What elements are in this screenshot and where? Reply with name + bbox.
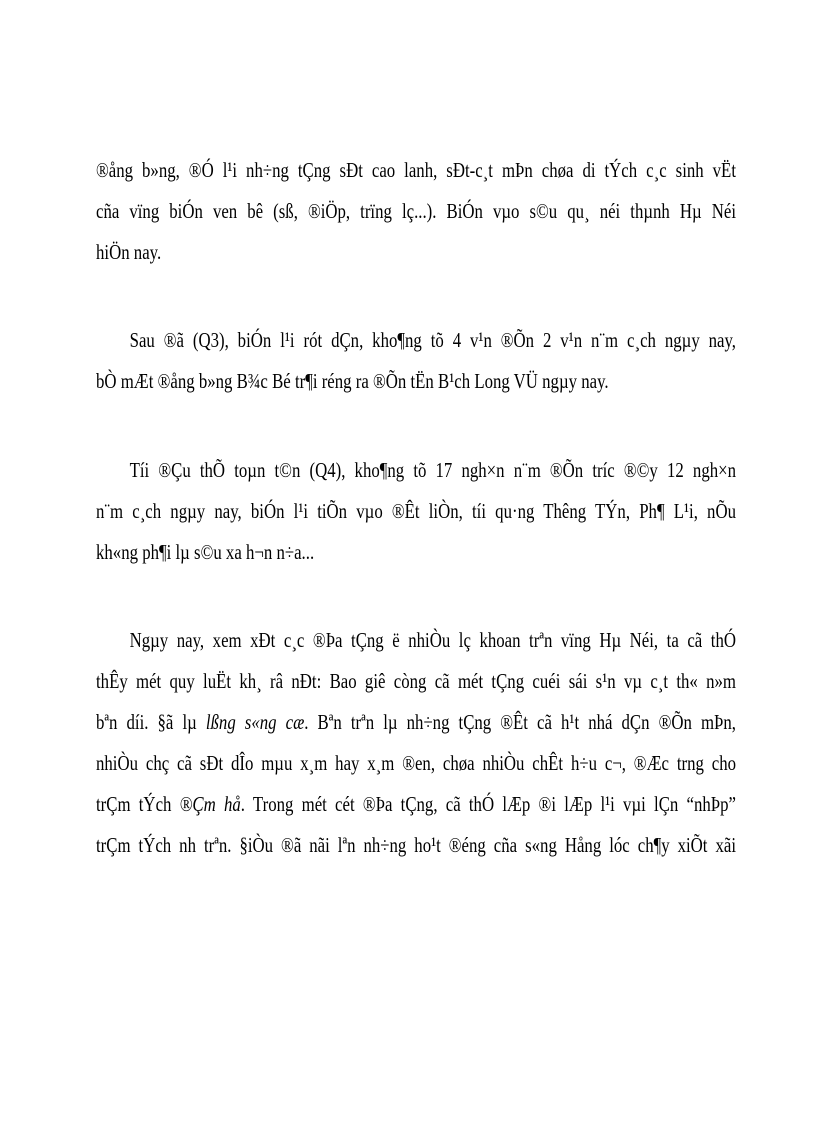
text-line [96,784,736,825]
paragraph [96,450,736,573]
italic-term: lßng s«ng cæ [205,710,305,734]
text-line: ®ång b»ng, ®Ó l¹i nh÷ng tÇng sÐt cao lanh, sÐt-c¸t mÞn chøa di tÝch c¸c sinh vËt [96,158,736,182]
text-line: thÊy mét quy luËt kh¸ râ nÐt: Bao giê còng cã mét tÇng cuéi sái s¹n vµ c¸t th« n»m [96,669,736,693]
text-line: kh«ng ph¶i lµ s©u xa h¬n n÷a... [96,540,315,564]
text-line: Tíi ®Çu thÕ toµn t©n (Q4), kho¶ng tõ 17 ngh×n n¨m ®Õn tríc ®©y 12 ngh×n [129,458,737,482]
text-line: n¨m c¸ch ngµy nay, biÓn l¹i tiÕn vµo ®Êt liÒn, tíi qu·ng Thêng TÝn, Ph¶ L¹i, nÕu [96,499,736,523]
text-line: cña vïng biÓn ven bê (sß, ®iÖp, trïng lç...). BiÓn vµo s©u qu¸ néi thµnh Hµ Néi [96,199,736,223]
text-line: hiÖn nay. [96,240,162,264]
paragraph [96,320,736,402]
text-line: trÇm tÝch nh trªn. §iÒu ®ã nãi lªn nh÷ng ho¹t ®éng cña s«ng Hång lóc ch¶y xiÕt xãi [96,833,736,857]
text-line: Ngµy nay, xem xÐt c¸c ®Þa tÇng ë nhiÒu lç khoan trªn vïng Hµ Néi, ta cã thÓ [129,628,737,652]
paragraph [96,620,736,866]
paragraph [96,150,736,273]
text-line [96,702,736,743]
italic-term: ®Çm hå [179,792,241,816]
text-run: trÇm tÝch [96,792,180,816]
text-run: . Trong mét cét ®Þa tÇng, cã thÓ lÆp ®i lÆp l¹i vµi lÇn “nhÞp” [240,792,737,816]
text-run: . Bªn trªn lµ nh÷ng tÇng ®Êt cã h¹t nhá dÇn ®Õn mÞn, [304,710,736,734]
text-run: bªn díi. §ã lµ [96,710,206,734]
text-line: Sau ®ã (Q3), biÓn l¹i rót dÇn, kho¶ng tõ 4 v¹n ®Õn 2 v¹n n¨m c¸ch ngµy nay, [129,328,737,352]
text-line: bÒ mÆt ®ång b»ng B¾c Bé tr¶i réng ra ®Õn tËn B¹ch Long VÜ ngµy nay. [96,369,609,393]
text-line: nhiÒu chç cã sÐt dÎo mµu x¸m hay x¸m ®en, chøa nhiÒu chÊt h÷u c¬, ®Æc trng cho [96,751,736,775]
